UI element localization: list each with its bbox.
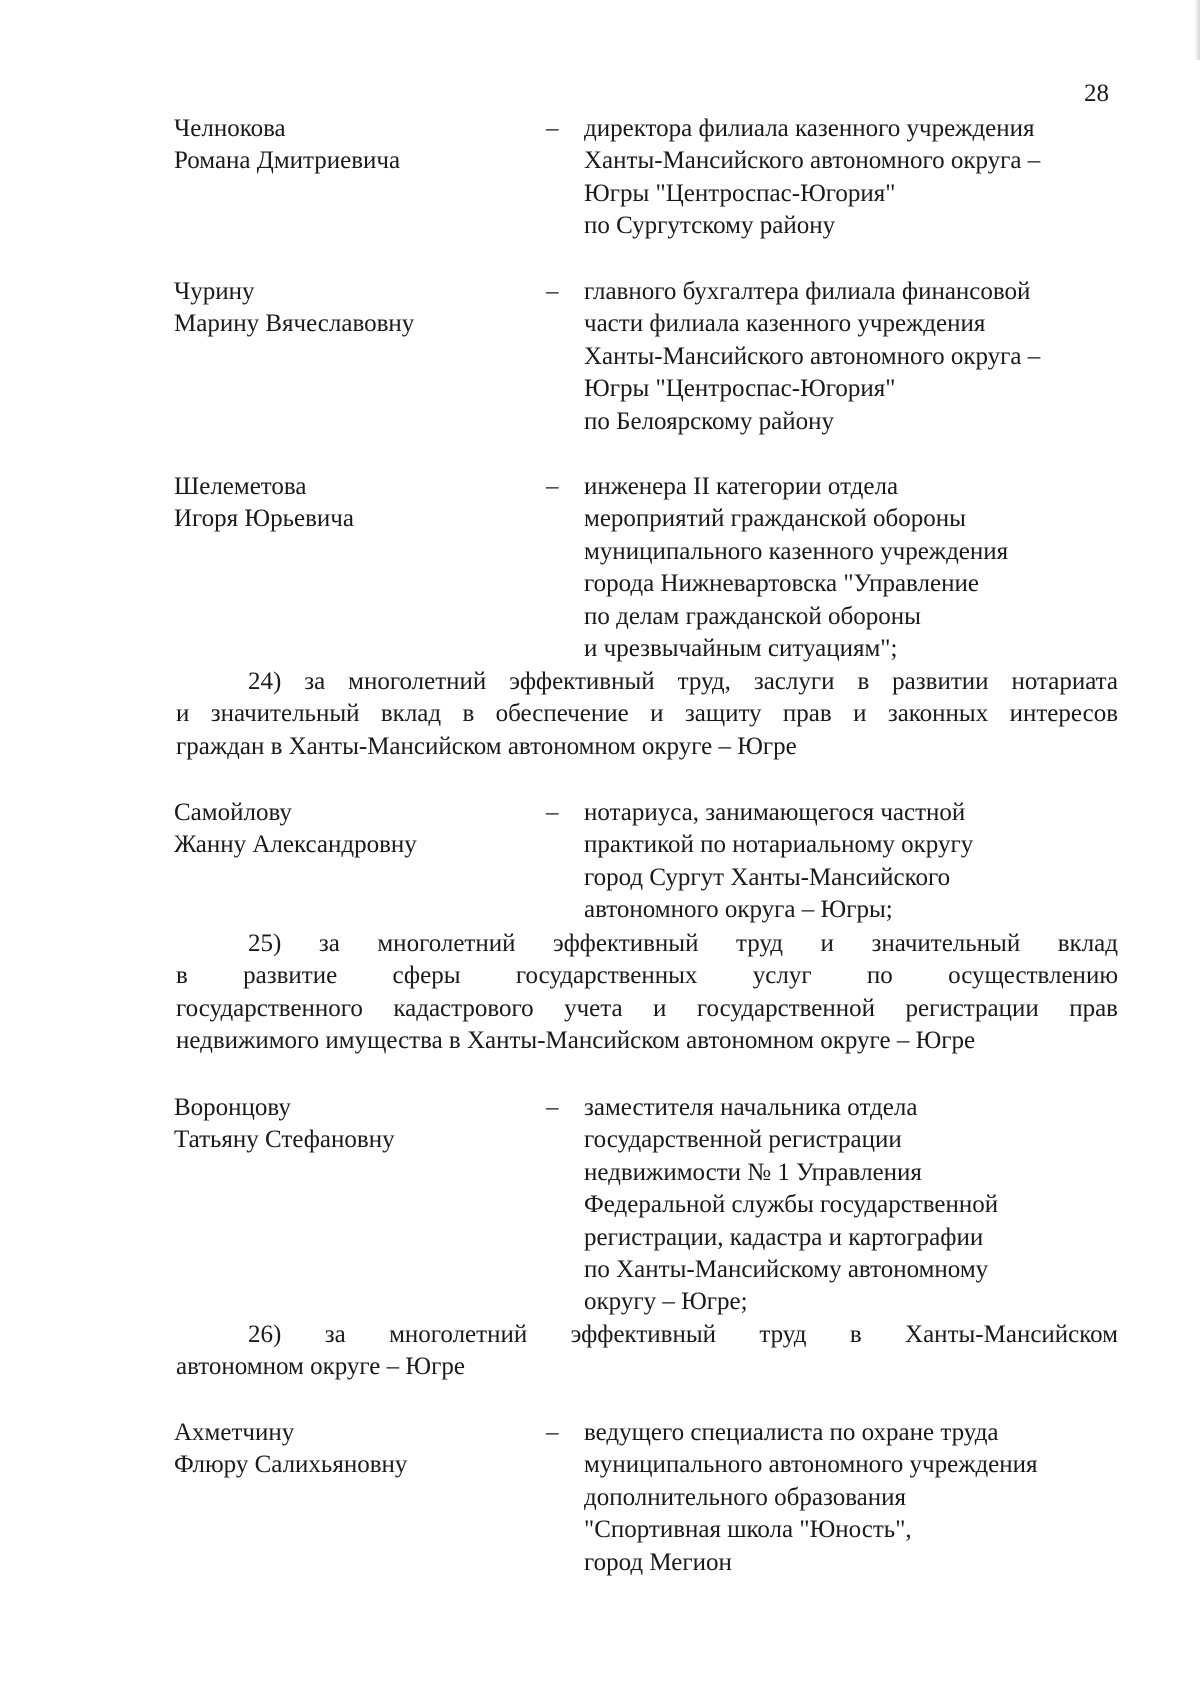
desc-line: муниципального автономного учреждения — [584, 1451, 1038, 1479]
name-line: Марину Вячеславовну — [174, 310, 415, 338]
desc-line: Ханты-Мансийского автономного округа – — [584, 147, 1041, 175]
dash-separator: – — [546, 1094, 559, 1121]
scan-edge-shadow — [1194, 0, 1200, 60]
name-line: Воронцову — [174, 1094, 291, 1121]
desc-line: "Спортивная школа "Юность", — [584, 1516, 912, 1544]
person-name — [174, 1092, 534, 1157]
name-line: Шелеметова — [174, 473, 307, 500]
name-line: Ахметчину — [174, 1419, 295, 1446]
person-name — [174, 276, 534, 341]
desc-line: по Белоярскому району — [584, 407, 834, 435]
desc-line: города Нижневартовска "Управление — [584, 570, 979, 598]
clause-line: государственного кадастрового учета и государственной регистрации прав — [176, 994, 1118, 1022]
desc-line: Югры "Центроспас-Югория" — [584, 179, 896, 207]
clause-line: автономном округе – Югре — [176, 1353, 465, 1381]
dash-separator: – — [546, 278, 559, 305]
person-name — [174, 797, 534, 862]
desc-line: муниципального казенного учреждения — [584, 537, 1009, 565]
clause-line: 26) за многолетний эффективный труд в Ханты-Мансийском — [248, 1321, 1118, 1348]
name-line: Татьяну Стефановну — [174, 1126, 395, 1154]
desc-line: ведущего специалиста по охране труда — [584, 1419, 999, 1446]
dash-separator: – — [546, 115, 559, 142]
desc-line: по Сургутскому району — [584, 212, 836, 240]
name-line: Самойлову — [174, 799, 292, 826]
desc-line: главного бухгалтера филиала финансовой — [584, 278, 1031, 305]
person-name — [174, 113, 534, 178]
clause-line: и значительный вклад в обеспечение и защиту прав и законных интересов — [176, 700, 1118, 728]
desc-line: Федеральной службы государственной — [584, 1191, 999, 1219]
desc-line: мероприятий гражданской обороны — [584, 505, 966, 533]
desc-line: государственной регистрации — [584, 1126, 902, 1154]
award-clause-26 — [176, 1319, 1118, 1384]
position-description — [584, 1092, 1124, 1319]
desc-line: Югры "Центроспас-Югория" — [584, 375, 896, 403]
desc-line: части филиала казенного учреждения — [584, 310, 986, 338]
desc-line: Ханты-Мансийского автономного округа – — [584, 342, 1041, 370]
desc-line: дополнительного образования — [584, 1483, 907, 1511]
clause-line: недвижимого имущества в Ханты-Мансийском автономном округе – Югре — [176, 1027, 976, 1055]
desc-line: практикой по нотариальному округу — [584, 831, 974, 859]
desc-line: по Ханты-Мансийскому автономному — [584, 1256, 989, 1284]
clause-line: 24) за многолетний эффективный труд, заслуги в развитии нотариата — [248, 668, 1118, 695]
dash-separator: – — [546, 1419, 559, 1446]
position-description — [584, 276, 1124, 438]
desc-line: нотариуса, занимающегося частной — [584, 799, 966, 826]
desc-line: город Сургут Ханты-Мансийского — [584, 863, 951, 891]
desc-line: по делам гражданской обороны — [584, 602, 921, 630]
dash-separator: – — [546, 799, 559, 826]
desc-line: инженера II категории отдела — [584, 473, 899, 500]
name-line: Чурину — [174, 278, 255, 305]
desc-line: и чрезвычайным ситуациям"; — [584, 635, 898, 663]
desc-line: город Мегион — [584, 1548, 732, 1576]
position-description — [584, 113, 1124, 243]
name-line: Флюру Салихьяновну — [174, 1451, 408, 1479]
position-description — [584, 471, 1124, 665]
desc-line: недвижимости № 1 Управления — [584, 1158, 922, 1186]
name-line: Игоря Юрьевича — [174, 505, 354, 533]
person-name — [174, 1417, 534, 1482]
clause-line: в развитие сферы государственных услуг по осуществлению — [176, 962, 1118, 990]
name-line: Челнокова — [174, 115, 286, 142]
name-line: Жанну Александровну — [174, 831, 417, 859]
desc-line: директора филиала казенного учреждения — [584, 115, 1035, 142]
position-description — [584, 797, 1124, 927]
desc-line: регистрации, кадастра и картографии — [584, 1223, 984, 1251]
page-number: 28 — [1084, 80, 1109, 107]
clause-line: граждан в Ханты-Мансийском автономном округе – Югре — [176, 732, 797, 760]
name-line: Романа Дмитриевича — [174, 147, 401, 175]
desc-line: заместителя начальника отдела — [584, 1094, 918, 1121]
person-name — [174, 471, 534, 536]
desc-line: округу – Югре; — [584, 1288, 748, 1316]
dash-separator: – — [546, 473, 559, 500]
award-clause-25 — [176, 928, 1118, 1058]
position-description — [584, 1417, 1124, 1579]
award-clause-24 — [176, 666, 1118, 763]
clause-line: 25) за многолетний эффективный труд и значительный вклад — [248, 930, 1118, 957]
desc-line: автономного округа – Югры; — [584, 896, 893, 924]
